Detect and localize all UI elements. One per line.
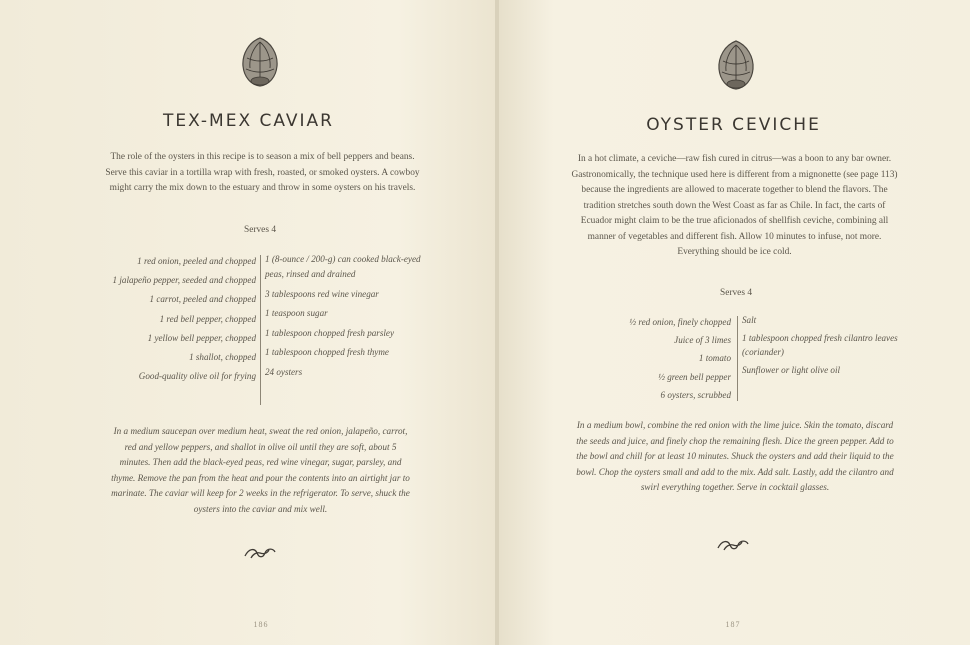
flourish-icon <box>243 546 277 560</box>
book-gutter <box>495 0 499 645</box>
page-number: 187 <box>725 620 741 629</box>
recipe-intro: In a hot climate, a ceviche—raw fish cured in citrus—was a boon to any bar owner. Gastronomically, the technique used here is different from a mignonette (see page 113) because the ingredients are allowed to macerate together to blend the flavors. The tradition stretches south down the West Coast as far as Chile. In fact, the carts of Ecuador might claim to be the true aficionados of shellfish ceviche, combining all manner of vegetables and different fish. Allow 10 minutes to infuse, not more. Everything should be ice cold. <box>571 154 898 257</box>
ingredient-item: 1 tablespoon chopped fresh thyme <box>265 347 389 357</box>
ingredient-item: 1 teaspoon sugar <box>265 308 328 318</box>
servings: Serves 4 <box>243 225 277 235</box>
ingredient-item: 1 tablespoon chopped fresh parsley <box>265 327 394 338</box>
ingredient-item: 1 (8-ounce / 200-g) can cooked black-eyed peas, rinsed and drained <box>265 254 421 279</box>
ingredient-item: 1 red bell pepper, chopped <box>159 313 256 324</box>
ingredient-item: Good-quality olive oil for frying <box>138 371 256 382</box>
recipe-intro: The role of the oysters in this recipe is to season a mix of bell peppers and beans. Serve this caviar in a tortilla wrap with fresh, roasted, or smoked oysters. A cowboy might carry the mix down to the estuary and throw in some oysters on his travels. <box>105 152 420 193</box>
ingredient-item: 1 shallot, chopped <box>189 352 256 363</box>
ingredient-divider <box>737 316 738 401</box>
ingredient-item: Sunflower or light olive oil <box>742 365 841 375</box>
ingredient-item: ½ red onion, finely chopped <box>629 317 731 327</box>
ingredient-list-right <box>742 313 902 381</box>
ingredient-item: Juice of 3 limes <box>674 335 731 346</box>
recipe-method: In a medium bowl, combine the red onion with the lime juice. Skin the tomato, discard the seeds and juice, and finely chop the remaining flesh. Dice the green pepper. Add to the bowl and chill for at least 10 minutes. Shuck the oysters and add their liquid to the bowl. Chop the oysters small and add to the mix. Add salt. Lastly, add the cilantro and swirl everything together. Serve in cocktail glasses. <box>576 420 894 492</box>
oyster-shell-icon <box>713 39 759 91</box>
ingredient-item: Salt <box>742 315 757 325</box>
ingredient-item: ½ green bell pepper <box>658 371 731 382</box>
ingredient-item: 1 red onion, peeled and chopped <box>137 256 256 266</box>
ingredient-list-left <box>100 252 256 386</box>
flourish-icon <box>716 538 750 552</box>
ingredient-item: 3 tablespoons red wine vinegar <box>265 288 379 299</box>
ingredient-list-left <box>560 313 731 404</box>
ingredient-item: 24 oysters <box>265 366 303 377</box>
ingredient-item: 1 jalapeño pepper, seeded and chopped <box>112 275 256 286</box>
ingredient-item: 6 oysters, scrubbed <box>660 389 731 400</box>
servings: Serves 4 <box>719 288 753 298</box>
recipe-title: TEX-MEX CAVIAR <box>162 111 334 131</box>
page-number: 186 <box>253 620 269 629</box>
ingredient-divider <box>260 255 261 405</box>
ingredient-item: 1 carrot, peeled and chopped <box>149 294 256 305</box>
ingredient-item: 1 yellow bell pepper, chopped <box>147 332 256 343</box>
oyster-shell-icon <box>237 36 283 88</box>
ingredient-item: 1 tomato <box>698 353 731 364</box>
ingredient-list-right <box>265 252 425 384</box>
recipe-title: OYSTER CEVICHE <box>646 115 821 135</box>
ingredient-item: 1 tablespoon chopped fresh cilantro leaves (coriander) <box>742 333 898 357</box>
right-page <box>497 0 970 645</box>
recipe-method: In a medium saucepan over medium heat, sweat the red onion, jalapeño, carrot, red and yellow peppers, and shallot in olive oil until they are soft, about 5 minutes. Then add the black-eyed peas, red wine vinegar, sugar, parsley, and thyme. Remove the pan from the heat and pour the contents into an airtight jar to marinate. The caviar will keep for 2 weeks in the refrigerator. To serve, shuck the oysters into the caviar and mix well. <box>111 426 410 514</box>
